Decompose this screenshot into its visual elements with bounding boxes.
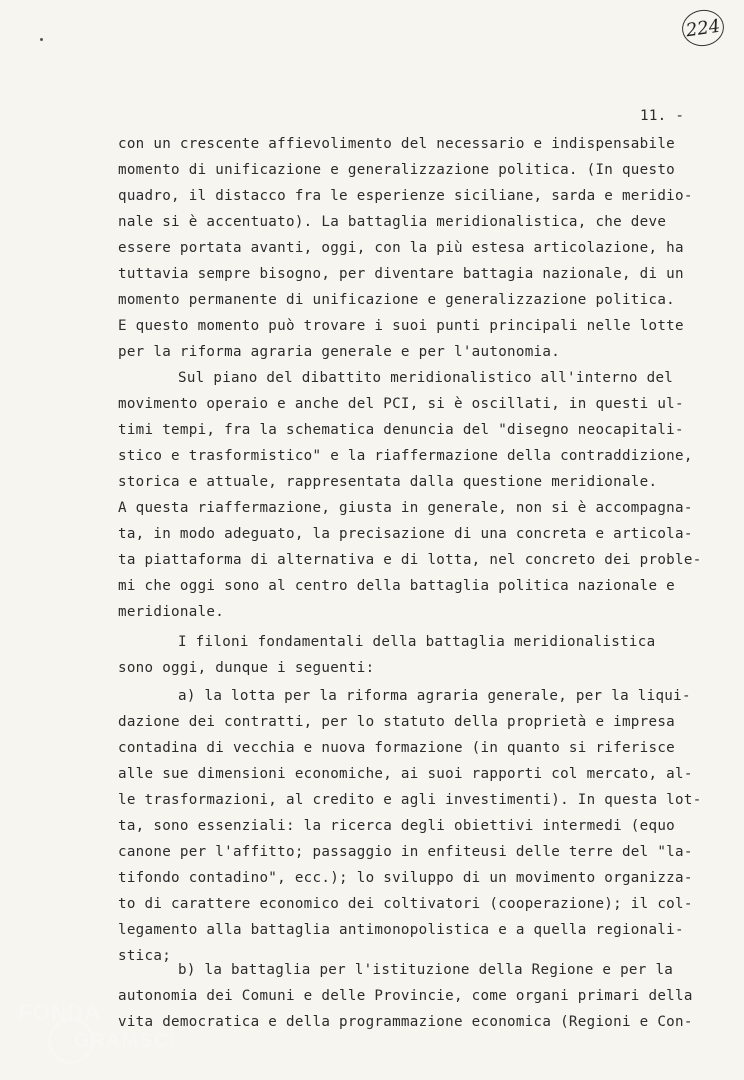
text-line: momento permanente di unificazione e generalizzazione politica. <box>118 292 676 308</box>
text-line: stico e trasformistico" e la riaffermazione della contraddizione, <box>118 448 693 464</box>
text-line: le trasformazioni, al credito e agli investimenti). In questa lot- <box>118 792 702 808</box>
text-line: per la riforma agraria generale e per l'autonomia. <box>118 344 561 360</box>
text-line: ta, sono essenziali: la ricerca degli obiettivi intermedi (equo <box>118 818 676 834</box>
text-line: sono oggi, dunque i seguenti: <box>118 660 375 676</box>
text-line: con un crescente affievolimento del necessario e indispensabile <box>118 136 676 152</box>
text-line: A questa riaffermazione, giusta in generale, non si è accompagna- <box>118 500 693 516</box>
watermark-line1: FONDA <box>18 1000 102 1025</box>
text-line: dazione dei contratti, per lo statuto della proprietà e impresa <box>118 714 676 730</box>
text-line: to di carattere economico dei coltivatori (cooperazione); il col- <box>118 896 693 912</box>
text-line: autonomia dei Comuni e delle Provincie, come organi primari della <box>118 988 693 1004</box>
text-line: a) la lotta per la riforma agraria generale, per la liqui- <box>178 688 691 704</box>
text-line: mi che oggi sono al centro della battaglia politica nazionale e <box>118 578 676 594</box>
text-line: Sul piano del dibattito meridionalistico all'interno del <box>178 370 674 386</box>
text-line: nale si è accentuato). La battaglia meridionalistica, che deve <box>118 214 667 230</box>
text-line: storica e attuale, rappresentata dalla questione meridionale. <box>118 474 658 490</box>
text-line: quadro, il distacco fra le esperienze siciliane, sarda e meridio- <box>118 188 693 204</box>
text-line: tuttavia sempre bisogno, per diventare battagia nazionale, di un <box>118 266 684 282</box>
page-number: 11. - <box>640 108 685 124</box>
watermark-line2: GRAMSCI <box>74 1030 176 1052</box>
text-line: ta, in modo adeguato, la precisazione di una concreta e articola- <box>118 526 693 542</box>
archive-watermark <box>18 998 178 1068</box>
text-line: alle sue dimensioni economiche, ai suoi rapporti col mercato, al- <box>118 766 693 782</box>
text-line: stica; <box>118 948 172 964</box>
text-line: canone per l'affitto; passaggio in enfiteusi delle terre del "la- <box>118 844 693 860</box>
text-line: movimento operaio e anche del PCI, si è oscillati, in questi ul- <box>118 396 684 412</box>
text-line: essere portata avanti, oggi, con la più estesa articolazione, ha <box>118 240 684 256</box>
text-line: b) la battaglia per l'istituzione della Regione e per la <box>178 962 674 978</box>
text-line: ta piattaforma di alternativa e di lotta, nel concreto dei proble- <box>118 552 702 568</box>
text-line: timi tempi, fra la schematica denuncia del "disegno neocapitali- <box>118 422 684 438</box>
text-line: contadina di vecchia e nuova formazione (in quanto si riferisce <box>118 740 676 756</box>
text-line: E questo momento può trovare i suoi punti principali nelle lotte <box>118 318 684 334</box>
text-line: meridionale. <box>118 604 225 620</box>
speck <box>40 38 43 41</box>
text-line: vita democratica e della programmazione economica (Regioni e Con- <box>118 1014 693 1030</box>
text-line: tifondo contadino", ecc.); lo sviluppo di un movimento organizza- <box>118 870 693 886</box>
text-line: legamento alla battaglia antimonopolistica e a quella regionali- <box>118 922 684 938</box>
archive-stamp-number: 224 <box>680 7 727 48</box>
text-line: I filoni fondamentali della battaglia meridionalistica <box>178 634 656 650</box>
text-line: momento di unificazione e generalizzazione politica. (In questo <box>118 162 676 178</box>
